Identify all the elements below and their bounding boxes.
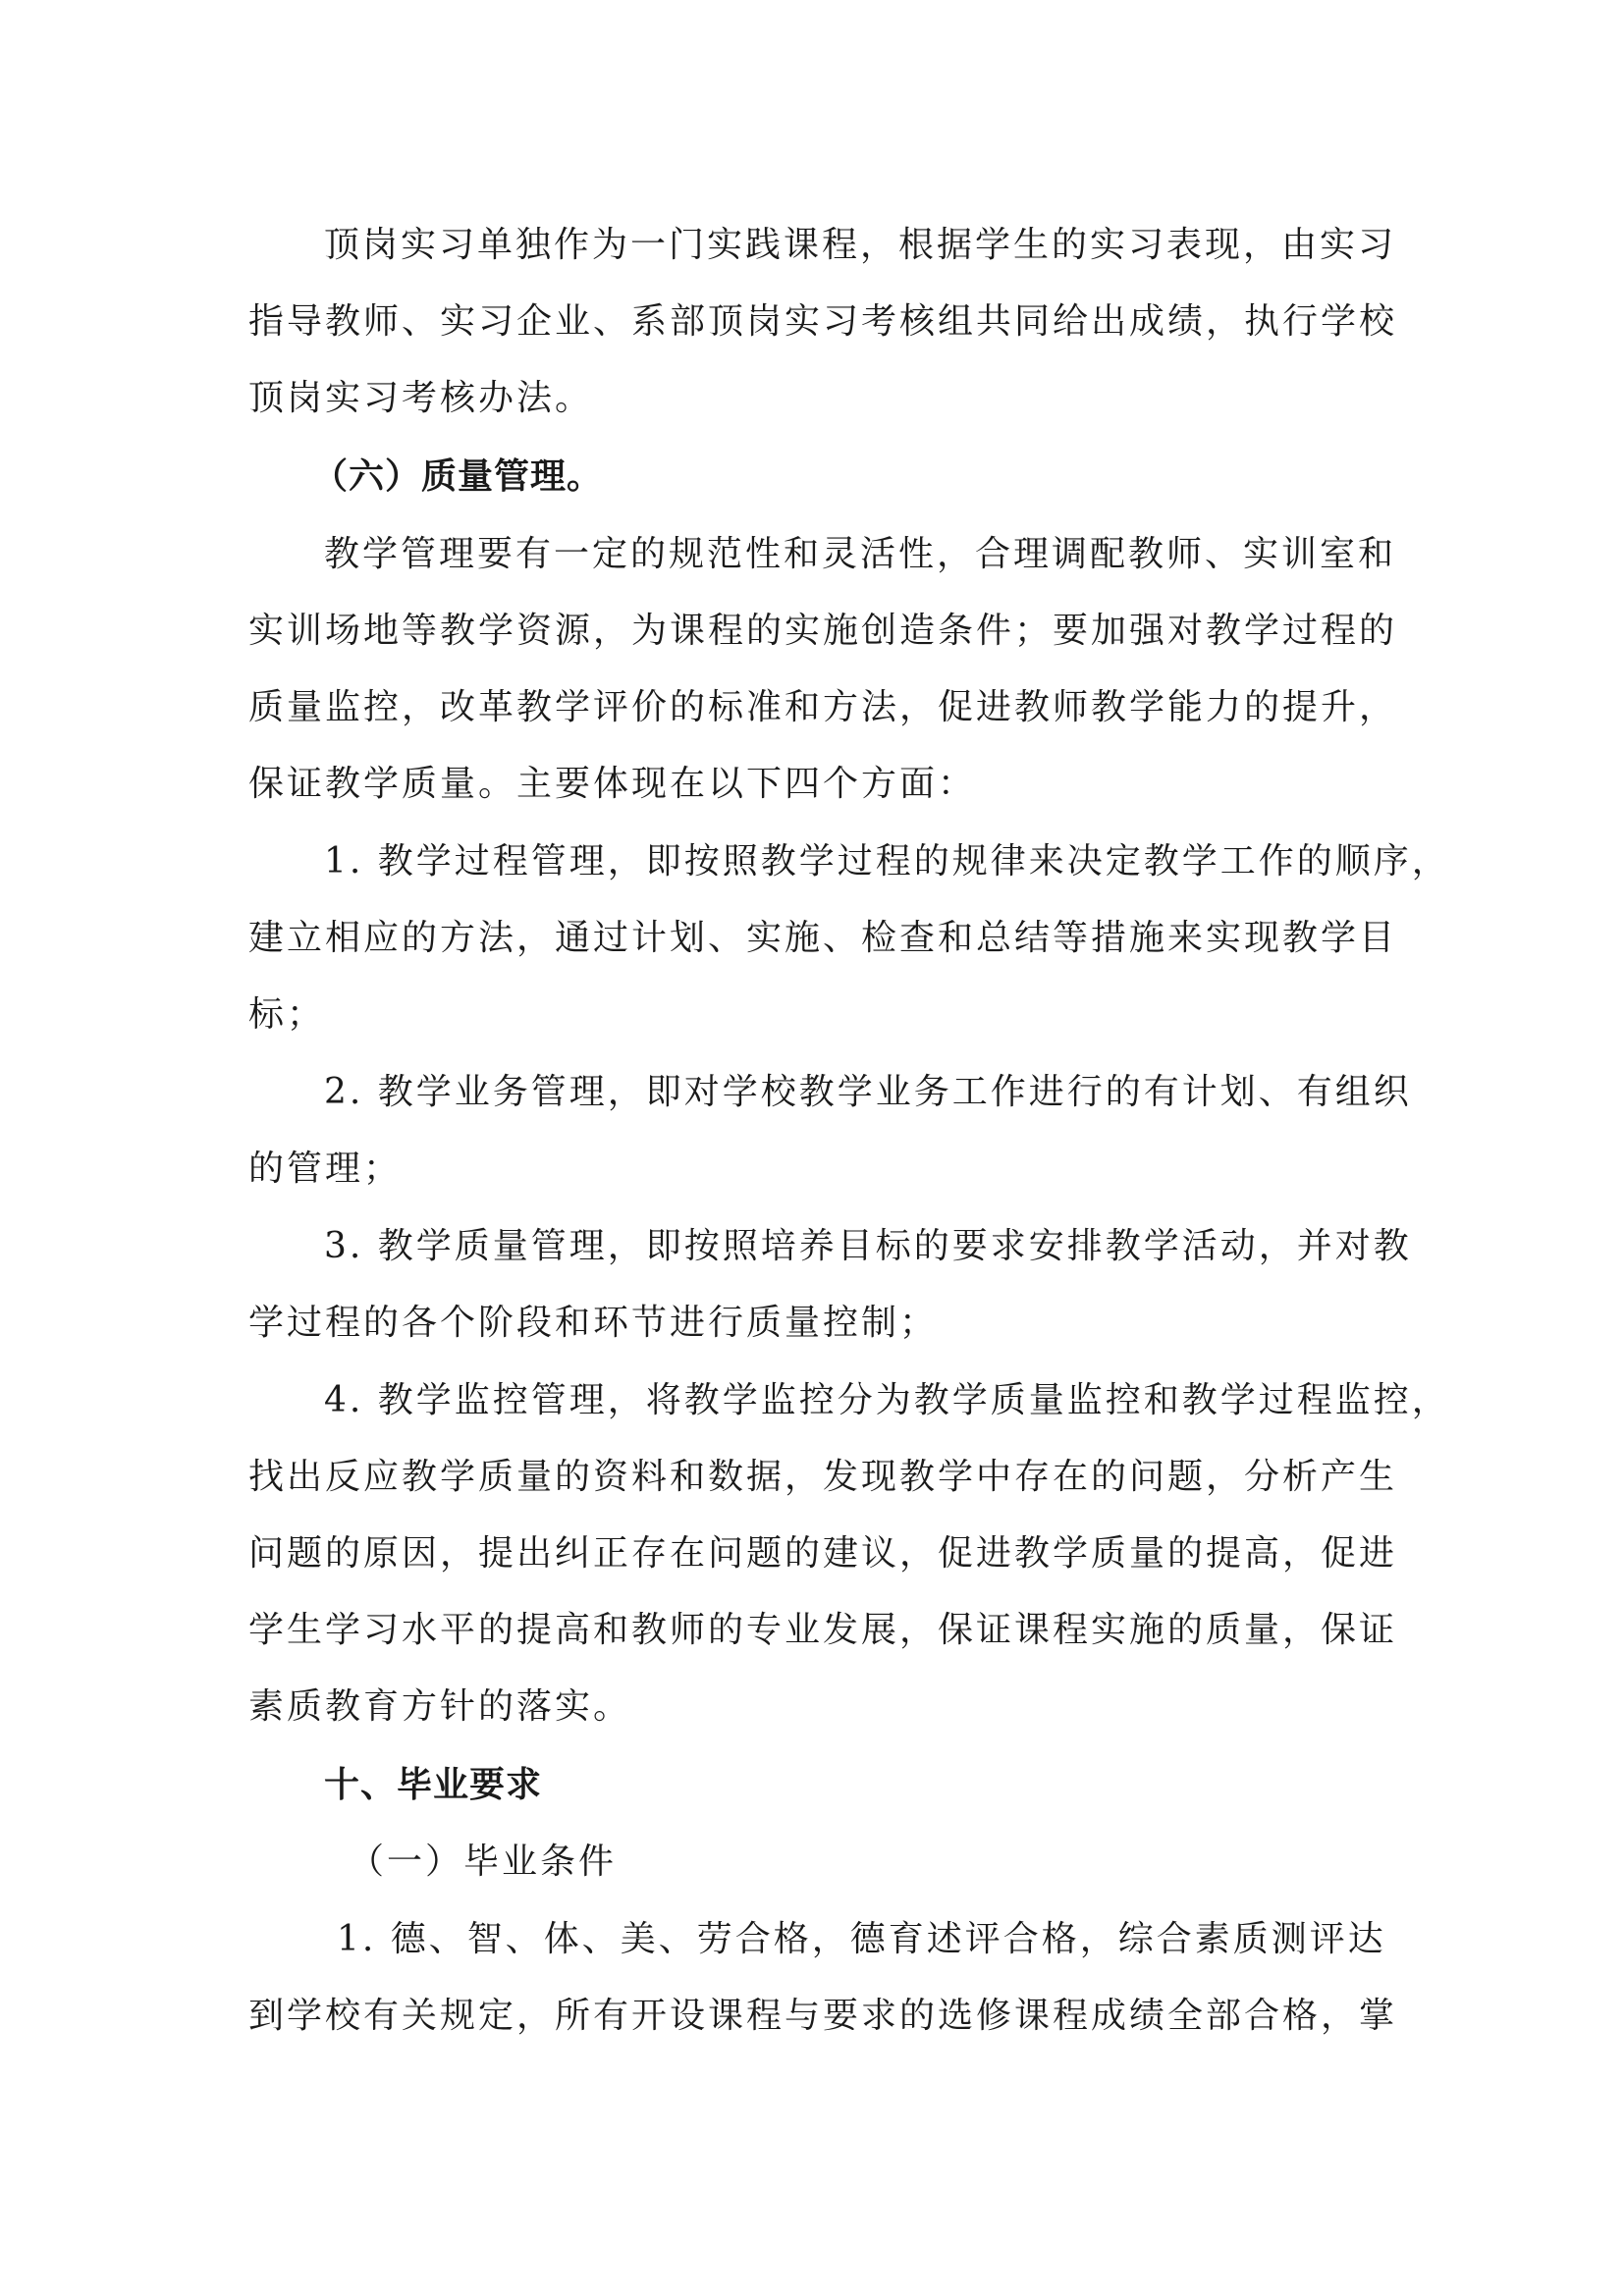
paragraph-line: 质量监控，改革教学评价的标准和方法，促进教师教学能力的提升， <box>248 687 1398 727</box>
list-item-line: 素质教育方针的落实。 <box>248 1686 632 1727</box>
list-item-line: 问题的原因，提出纠正存在问题的建议，促进教学质量的提高，促进 <box>248 1533 1398 1574</box>
paragraph-line: 教学管理要有一定的规范性和灵活性，合理调配教师、实训室和 <box>324 534 1397 574</box>
paragraph-line: 顶岗实习考核办法。 <box>248 378 594 418</box>
list-item-line: 找出反应教学质量的资料和数据，发现教学中存在的问题，分析产生 <box>248 1457 1398 1497</box>
subsection-heading: （一）毕业条件 <box>349 1842 618 1882</box>
list-item-line: 建立相应的方法，通过计划、实施、检查和总结等措施来实现教学目 <box>248 918 1398 958</box>
list-item-line: 1. 德、智、体、美、劳合格，德育述评合格，综合素质测评达 <box>337 1919 1386 1959</box>
list-item-line: 到学校有关规定，所有开设课程与要求的选修课程成绩全部合格，掌 <box>248 1996 1398 2036</box>
list-item-line: 3. 教学质量管理，即按照培养目标的要求安排教学活动，并对教 <box>324 1226 1412 1266</box>
section-heading: （六）质量管理。 <box>312 456 604 497</box>
paragraph-line: 顶岗实习单独作为一门实践课程，根据学生的实习表现，由实习 <box>324 225 1397 265</box>
list-item-line: 标； <box>248 994 326 1035</box>
paragraph-line: 实训场地等教学资源，为课程的实施创造条件；要加强对教学过程的 <box>248 611 1398 651</box>
list-item-line: 4. 教学监控管理，将教学监控分为教学质量监控和教学过程监控， <box>324 1380 1450 1420</box>
paragraph-line: 保证教学质量。主要体现在以下四个方面： <box>248 764 977 804</box>
paragraph-line: 指导教师、实习企业、系部顶岗实习考核组共同给出成绩，执行学校 <box>248 301 1398 342</box>
list-item-line: 学过程的各个阶段和环节进行质量控制； <box>248 1303 939 1343</box>
list-item-line: 1. 教学过程管理，即按照教学过程的规律来决定教学工作的顺序， <box>324 841 1450 881</box>
chapter-heading: 十、毕业要求 <box>324 1765 543 1805</box>
list-item-line: 学生学习水平的提高和教师的专业发展，保证课程实施的质量，保证 <box>248 1610 1398 1650</box>
list-item-line: 2. 教学业务管理，即对学校教学业务工作进行的有计划、有组织 <box>324 1072 1412 1112</box>
list-item-line: 的管理； <box>248 1148 403 1189</box>
